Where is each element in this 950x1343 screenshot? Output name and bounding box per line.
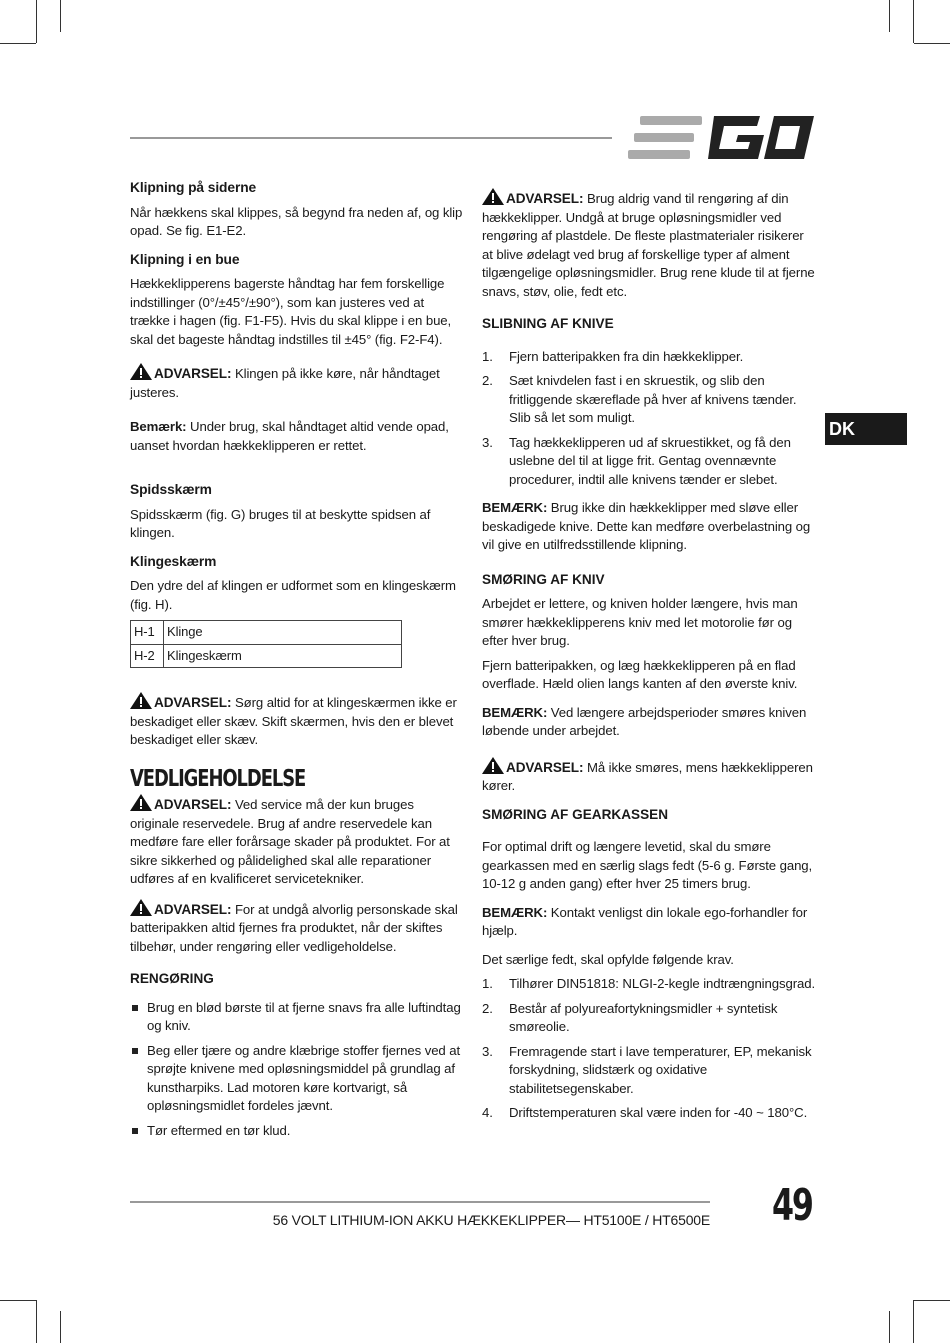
table-row	[131, 621, 402, 645]
warning-text: Ved service må der kun bruges originale reservedele. Brug af andre reservedele kan medføre fare eller forårsage skader på produktet. For at sikre sikkerhed og pålidelighed skal alle reparationer udføres af en kvalificeret servicetekniker.	[130, 797, 450, 886]
crop-mark	[889, 1311, 890, 1343]
crop-mark	[913, 0, 914, 43]
warning-block	[482, 757, 816, 796]
paragraph: Fjern batteripakken, og læg hækkeklipperen på en flad overflade. Hæld olien langs kanten af den øverste kniv.	[482, 657, 798, 691]
crop-mark	[914, 1300, 950, 1301]
footer-rule	[130, 1201, 710, 1203]
list-item: 1. Fjern batteripakken fra din hækkeklipper.	[482, 348, 744, 364]
list-item: Tør eftermed en tør klud.	[130, 1122, 466, 1141]
warning-label: ADVARSEL:	[154, 901, 232, 917]
warning-block	[130, 363, 466, 402]
warning-text: Klingen på ikke køre, når håndtaget justeres.	[130, 366, 440, 400]
warning-block	[130, 692, 466, 750]
note-text: Brug ikke din hækkeklipper med sløve eller beskadigede knive. Dette kan medføre overbelastning og vil give en utilfredsstillende klipning.	[482, 500, 811, 552]
section-heading: Klingeskærm	[130, 553, 217, 569]
note-block	[482, 704, 816, 741]
section-heading: Klipning i en bue	[130, 251, 240, 267]
warning-block	[482, 188, 816, 301]
warning-label: ADVARSEL:	[154, 695, 232, 710]
ego-logo	[628, 116, 814, 160]
list-item: Brug en blød børste til at fjerne snavs fra alle luftindtag og kniv.	[130, 999, 466, 1036]
language-tab: DK	[825, 413, 907, 445]
warning-text: Må ikke smøres, mens hækkeklipperen kører.	[482, 759, 813, 793]
crop-mark	[60, 0, 61, 32]
warning-icon	[130, 692, 152, 709]
crop-mark	[0, 1300, 36, 1301]
note-label: Bemærk:	[130, 419, 187, 434]
warning-icon	[130, 363, 152, 380]
paragraph: Det særlige fedt, skal opfylde følgende krav.	[482, 951, 734, 967]
warning-label: ADVARSEL:	[154, 797, 232, 812]
warning-icon	[482, 757, 504, 774]
paragraph: Den ydre del af klingen er udformet som en klingeskærm (fig. H).	[130, 578, 456, 612]
list-item: 3. Fremragende start i lave temperaturer, EP, mekanisk forskydning, slidstærk og oxidative stabilitetsegenskaber.	[482, 1043, 812, 1096]
header-rule	[130, 137, 612, 139]
warning-label: ADVARSEL:	[506, 191, 584, 206]
table-row	[131, 644, 402, 668]
note-label: BEMÆRK:	[482, 904, 548, 920]
warning-icon	[482, 188, 504, 205]
bullet-icon	[132, 1005, 138, 1011]
section-heading: SLIBNING AF KNIVE	[482, 316, 614, 331]
cleaning-list	[130, 999, 466, 1141]
crop-mark	[36, 0, 37, 43]
section-heading: SMØRING AF KNIV	[482, 571, 605, 587]
crop-mark	[889, 0, 890, 32]
paragraph: Hækkeklipperens bagerste håndtag har fem forskellige indstillinger (0°/±45°/±90°), som kan justeres ved at trække i hagen (fig. F1-F5). Hvis du skal klippe i en bue, skal det bageste håndtag indstilles til ±45° (fig. F2-F4).	[130, 276, 452, 347]
section-heading: SMØRING AF GEARKASSEN	[482, 806, 669, 822]
section-heading: Spidsskærm	[130, 482, 212, 497]
warning-text: Brug aldrig vand til rengøring af din hækkeklipper. Undgå at bruge opløsningsmidler ved rengøring af plastdele. De fleste plastmaterialer risikerer at blive ødelagt ved brug af forskellige typer af alment tilgængelige opløsningsmidler. Brug rene klude til at fjerne snavs, støv, olie, fedt etc.	[482, 191, 815, 299]
right-column	[482, 188, 816, 1133]
note-block	[130, 418, 466, 455]
part-name: Klinge	[164, 621, 402, 645]
part-name: Klingeskærm	[164, 644, 402, 668]
note-label: BEMÆRK:	[482, 704, 548, 720]
paragraph: Arbejdet er lettere, og kniven holder længere, hvis man smører hækkeklipperens kniv med let motorolie før og efter hver brug.	[482, 596, 798, 648]
section-heading: Klipning på siderne	[130, 180, 257, 195]
list-item: 1. Tilhører DIN51818: NLGI-2-kegle indtrængningsgrad.	[482, 976, 816, 991]
part-code: H-1	[131, 621, 164, 645]
warning-label: ADVARSEL:	[154, 366, 232, 381]
warning-icon	[130, 899, 152, 916]
warning-text: Sørg altid for at klingeskærmen ikke er beskadiget eller skæv. Skift skærmen, hvis den er blevet beskadiget eller skæv.	[130, 695, 457, 747]
list-item: 3. Tag hækkeklipperen ud af skruestikket, og få den uslebne del til at ligge frit. Gentag ovennævnte procedurer, indtil alle knivens tænder er slebet.	[482, 434, 791, 487]
section-heading: RENGØRING	[130, 971, 214, 986]
bullet-icon	[132, 1128, 138, 1134]
warning-icon	[130, 794, 152, 811]
parts-table	[130, 620, 402, 668]
note-text: Under brug, skal håndtaget altid vende opad, uanset hvordan hækkeklipperen er rettet.	[130, 419, 449, 453]
paragraph: For optimal drift og længere levetid, skal du smøre gearkassen med en særlig slags fedt (5-6 g. Første gang, 10-12 g anden gang) efter hver 25 timers brug.	[482, 839, 813, 891]
crop-mark	[913, 1300, 914, 1343]
crop-mark	[60, 1311, 61, 1343]
list-item: 2. Består af polyureafortykningsmidler + syntetisk smøreolie.	[482, 1000, 778, 1034]
paragraph: Når hækkens skal klippes, så begynd fra neden af, og klip opad. Se fig. E1-E2.	[130, 204, 463, 238]
footer-title: 56 VOLT LITHIUM-ION AKKU HÆKKEKLIPPER— HT5100E / HT6500E	[272, 1212, 710, 1228]
crop-mark	[914, 43, 950, 44]
warning-text: For at undgå alvorlig personskade skal batteripakken altid fjernes fra produktet, når der skiftes tilbehør, under rengøring eller vedligeholdelse.	[130, 901, 458, 954]
part-code: H-2	[131, 644, 164, 668]
warning-block	[130, 899, 466, 957]
note-label: BEMÆRK:	[482, 500, 548, 515]
warning-block	[130, 794, 466, 889]
chapter-heading: VEDLIGEHOLDELSE	[130, 765, 306, 792]
crop-mark	[36, 1300, 37, 1343]
list-item: Beg eller tjære og andre klæbrige stoffer fjernes ved at sprøjte knivene med opløsningsmiddel på grundlag af kunstharpiks. Lad motoren køre kortvarigt, så opløsningsmidlet fordeles jævnt.	[130, 1042, 466, 1116]
crop-mark	[0, 43, 36, 44]
note-text: Kontakt venligst din lokale ego-forhandler for hjælp.	[482, 904, 808, 938]
left-column	[130, 177, 466, 1150]
paragraph: Spidsskærm (fig. G) bruges til at beskytte spidsen af klingen.	[130, 506, 431, 540]
list-item: 4. Driftstemperaturen skal være inden for -40 ~ 180°C.	[482, 1105, 808, 1120]
note-block	[482, 499, 816, 555]
page-number: 49	[772, 1180, 812, 1231]
list-item: 2. Sæt knivdelen fast i en skruestik, og slib den fritliggende skæreflade på hver af knivens tænder. Slib så let som muligt.	[482, 373, 797, 425]
grease-requirements-list	[482, 975, 816, 1123]
note-block	[482, 904, 816, 941]
warning-label: ADVARSEL:	[506, 759, 584, 775]
bullet-icon	[132, 1048, 138, 1054]
note-text: Ved længere arbejdsperioder smøres kniven løbende under arbejdet.	[482, 704, 807, 738]
sharpening-list	[482, 348, 816, 490]
